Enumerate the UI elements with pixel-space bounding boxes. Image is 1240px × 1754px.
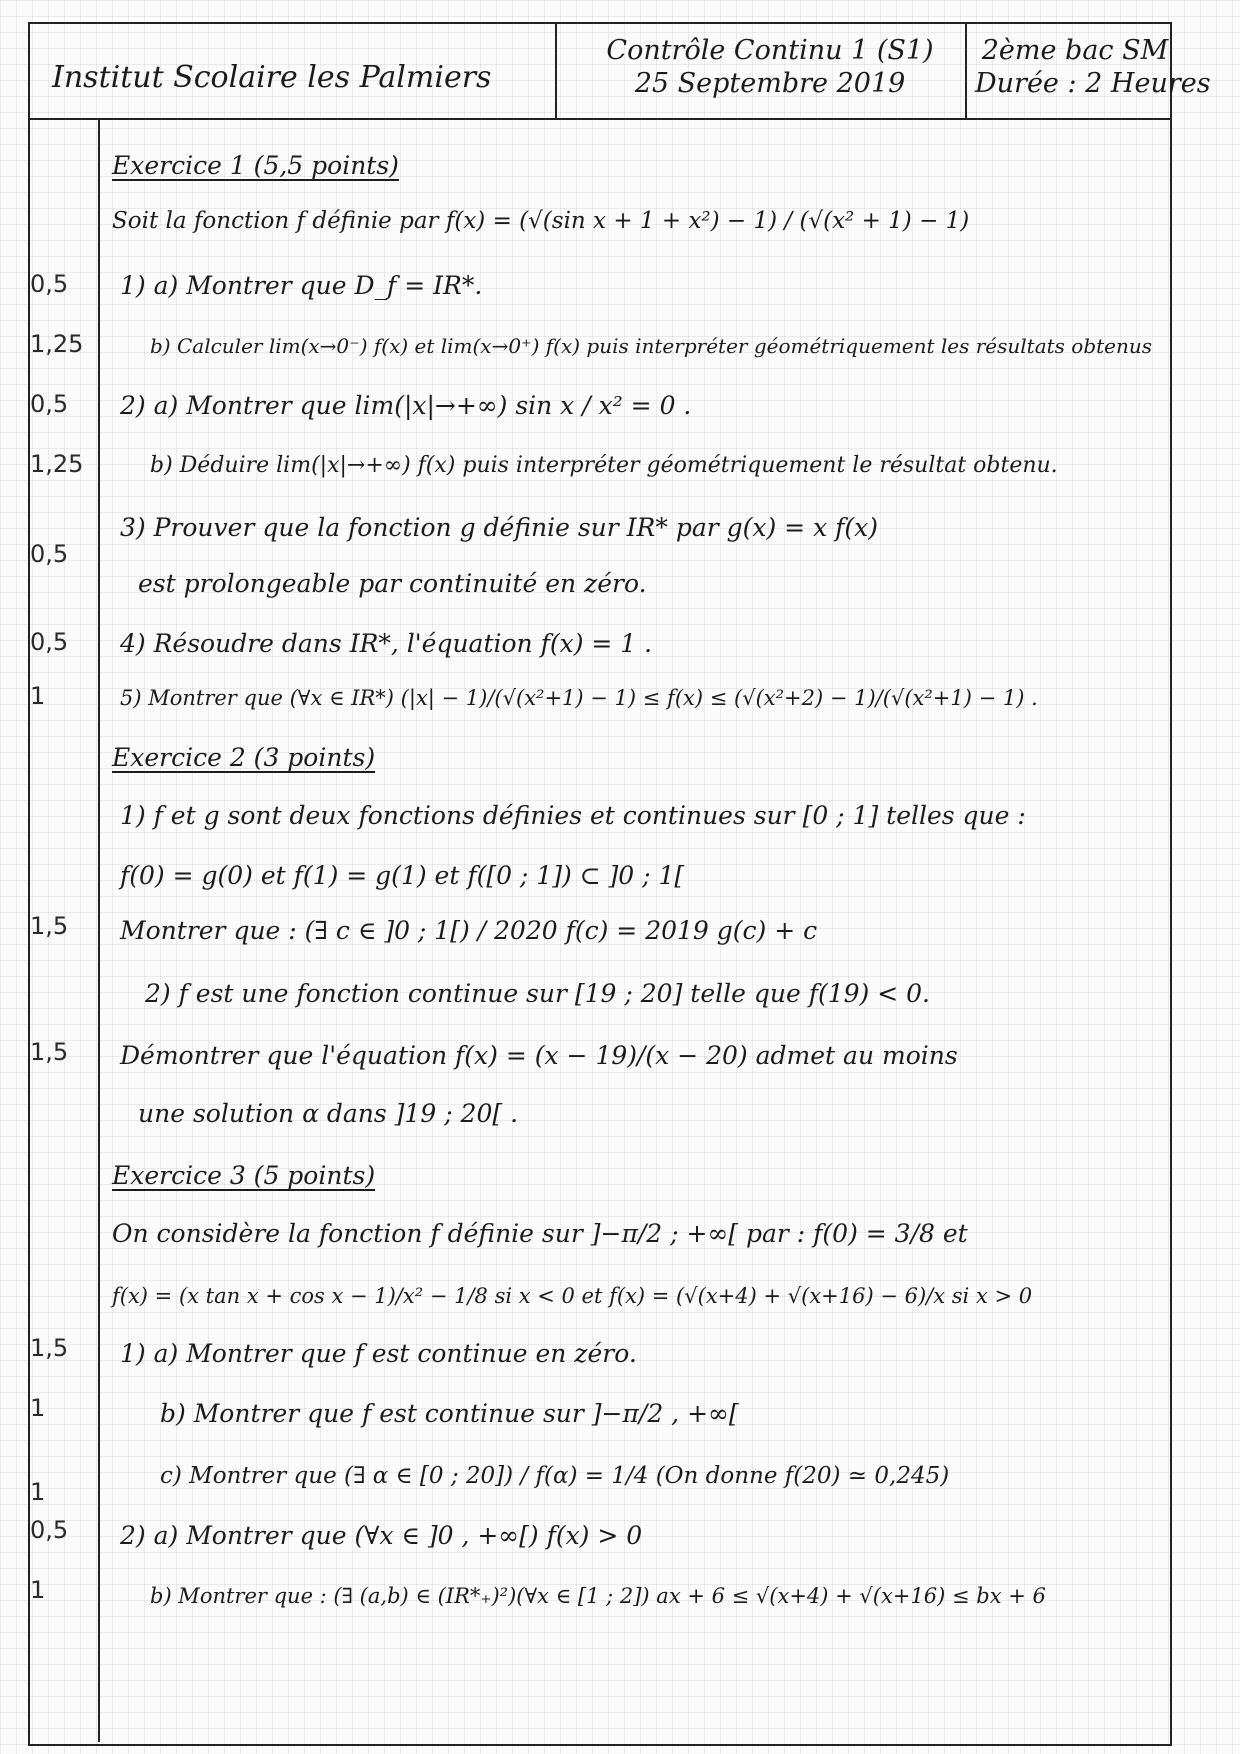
mark-10: 1,5 xyxy=(30,1334,69,1362)
exam-duration: Durée : 2 Heures xyxy=(975,68,1211,99)
ex2-q2: 2) f est une fonction continue sur [19 ; 20] telle que f(19) < 0. xyxy=(145,979,930,1008)
exercise-2-title: Exercice 2 (3 points) xyxy=(112,743,376,772)
ex1-q5: 5) Montrer que (∀x ∈ IR*) (|x| − 1)/(√(x²+1) − 1) ≤ f(x) ≤ (√(x²+2) − 1)/(√(x²+1) − 1) . xyxy=(120,686,1038,710)
header-separator-2 xyxy=(965,22,967,118)
ex1-q3: 3) Prouver que la fonction g définie sur IR* par g(x) = x f(x) xyxy=(120,513,878,542)
ex3-statement: On considère la fonction f définie sur ]−π/2 ; +∞[ par : f(0) = 3/8 et xyxy=(112,1219,968,1248)
ex2-q2-cont: une solution α dans ]19 ; 20[ . xyxy=(138,1099,519,1128)
mark-13: 0,5 xyxy=(30,1516,69,1544)
class-level: 2ème bac SM xyxy=(981,35,1169,66)
mark-5: 0,5 xyxy=(30,540,69,568)
ex2-q1: 1) f et g sont deux fonctions définies et continues sur [0 ; 1] telles que : xyxy=(120,801,1026,830)
mark-1: 0,5 xyxy=(30,270,69,298)
mark-6: 0,5 xyxy=(30,628,69,656)
margin-line xyxy=(98,118,100,1742)
mark-2: 1,25 xyxy=(30,330,84,358)
ex1-statement: Soit la fonction f définie par f(x) = (√(sin x + 1 + x²) − 1) / (√(x² + 1) − 1) xyxy=(112,208,970,234)
ex3-q1b: b) Montrer que f est continue sur ]−π/2 , +∞[ xyxy=(160,1399,739,1428)
ex1-q2b: b) Déduire lim(|x|→+∞) f(x) puis interpréter géométriquement le résultat obtenu. xyxy=(150,453,1058,478)
header-separator-1 xyxy=(555,22,557,118)
mark-7: 1 xyxy=(30,682,46,710)
ex1-q2a: 2) a) Montrer que lim(|x|→+∞) sin x / x² = 0 . xyxy=(120,391,692,420)
exercise-1-title: Exercice 1 (5,5 points) xyxy=(112,151,399,180)
ex3-q1c: c) Montrer que (∃ α ∈ [0 ; 20]) / f(α) = 1/4 (On donne f(20) ≃ 0,245) xyxy=(160,1463,950,1489)
mark-11: 1 xyxy=(30,1394,46,1422)
ex2-q2-task: Démontrer que l'équation f(x) = (x − 19)/(x − 20) admet au moins xyxy=(120,1041,958,1070)
mark-9: 1,5 xyxy=(30,1038,69,1066)
mark-3: 0,5 xyxy=(30,390,69,418)
ex1-q1a: 1) a) Montrer que D_f = IR*. xyxy=(120,271,483,300)
exercise-3-title: Exercice 3 (5 points) xyxy=(112,1161,376,1190)
exam-date: 25 Septembre 2019 xyxy=(634,68,906,99)
ex3-q2b: b) Montrer que : (∃ (a,b) ∈ (IR*₊)²)(∀x ∈ [1 ; 2]) ax + 6 ≤ √(x+4) + √(x+16) ≤ bx + 6 xyxy=(150,1584,1046,1608)
mark-14: 1 xyxy=(30,1576,46,1604)
mark-4: 1,25 xyxy=(30,450,84,478)
school-name: Institut Scolaire les Palmiers xyxy=(52,60,492,95)
ex3-q1a: 1) a) Montrer que f est continue en zéro. xyxy=(120,1339,637,1368)
ex3-definition: f(x) = (x tan x + cos x − 1)/x² − 1/8 si x < 0 et f(x) = (√(x+4) + √(x+16) − 6)/x si x > 0 xyxy=(112,1284,1033,1308)
mark-8: 1,5 xyxy=(30,912,69,940)
ex1-q1b: b) Calculer lim(x→0⁻) f(x) et lim(x→0⁺) f(x) puis interpréter géométriquement les résultats obtenus xyxy=(150,334,1153,358)
ex1-q4: 4) Résoudre dans IR*, l'équation f(x) = 1 . xyxy=(120,629,653,658)
mark-12: 1 xyxy=(30,1478,46,1506)
ex2-q1-task: Montrer que : (∃ c ∈ ]0 ; 1[) / 2020 f(c) = 2019 g(c) + c xyxy=(120,916,818,945)
ex2-q1-condition: f(0) = g(0) et f(1) = g(1) et f([0 ; 1]) ⊂ ]0 ; 1[ xyxy=(120,861,685,890)
header-divider xyxy=(28,118,1170,120)
ex3-q2a: 2) a) Montrer que (∀x ∈ ]0 , +∞[) f(x) > 0 xyxy=(120,1521,643,1550)
exam-title: Contrôle Continu 1 (S1) xyxy=(606,35,934,66)
ex1-q3-cont: est prolongeable par continuité en zéro. xyxy=(138,569,647,598)
